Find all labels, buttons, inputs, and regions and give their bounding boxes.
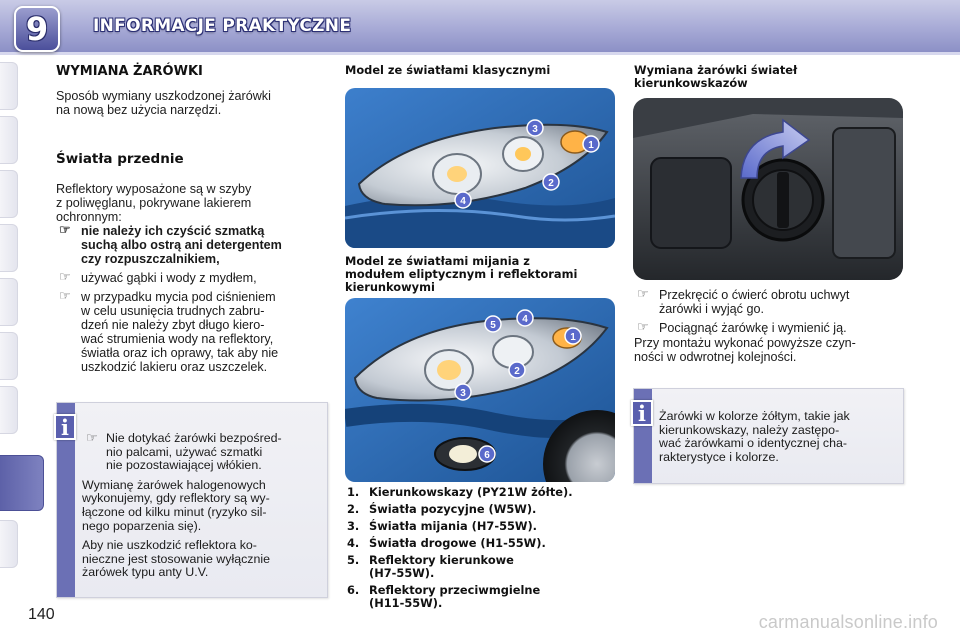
- bullet-item: [56, 290, 330, 374]
- info-line: Aby nie uszkodzić reflektora ko-: [82, 538, 257, 553]
- side-tab-5[interactable]: [0, 278, 18, 326]
- bullet-line: suchą albo ostrą ani detergentem: [81, 238, 282, 252]
- headlamp-photo-classic: [345, 88, 615, 248]
- bullet-line: nie należy ich czyścić szmatką: [81, 224, 265, 238]
- bullet-line: żarówki i wyjąć go.: [659, 302, 764, 316]
- right-heading: [634, 64, 797, 90]
- photo-label: 2: [514, 366, 520, 377]
- bulb-legend-list: [347, 486, 615, 614]
- side-tab-2[interactable]: [0, 116, 18, 164]
- info-box-text: [659, 410, 897, 464]
- photo-label: 5: [490, 320, 496, 331]
- photo-label: 3: [460, 388, 466, 399]
- chapter-number-badge: 9: [14, 6, 60, 52]
- info-line: kierunkowskazy, należy zastępo-: [659, 422, 840, 437]
- side-tab-6[interactable]: [0, 332, 18, 380]
- info-bullet: [82, 432, 320, 473]
- paragraph-line: ochronnym:: [56, 210, 122, 224]
- legend-item: [347, 554, 615, 580]
- legend-line: Światła mijania (H7-55W).: [369, 519, 538, 533]
- legend-item: [347, 503, 615, 516]
- legend-item: [347, 486, 615, 499]
- info-line: żarówek typu anty U.V.: [82, 565, 209, 580]
- bullet-line: dzeń nie należy zbyt długo kiero-: [81, 318, 265, 332]
- legend-item: [347, 584, 615, 610]
- pointing-hand-icon: ☞: [637, 319, 649, 334]
- subheading: Światła przednie: [56, 151, 184, 167]
- photo1-caption: Model ze światłami klasycznymi: [345, 63, 551, 77]
- legend-line: (H11-55W).: [369, 596, 443, 610]
- info-box-text: [82, 432, 320, 586]
- bullet-line: czy rozpuszczalnikiem,: [81, 252, 220, 266]
- caption-line: Model ze światłami mijania z: [345, 254, 530, 268]
- paragraph-line: z poliwęglanu, pokrywane lakierem: [56, 196, 252, 210]
- bullet-item: [634, 321, 904, 335]
- bullet-item: [634, 288, 904, 316]
- bullet-item: [56, 224, 330, 266]
- side-tab-active[interactable]: [0, 455, 44, 511]
- bullet-line: używać gąbki i wody z mydłem,: [81, 271, 257, 285]
- paragraph-line: Reflektory wyposażone są w szyby: [56, 182, 252, 196]
- photo-label: 1: [570, 332, 576, 343]
- legend-item: [347, 537, 615, 550]
- legend-number: 1.: [347, 485, 360, 499]
- bullet-line: uszkodzić lakieru oraz uszczelek.: [81, 360, 268, 374]
- info-line: wać żarówkami o identycznej cha-: [659, 436, 848, 451]
- info-line: nego poparzenia się).: [82, 518, 202, 533]
- info-line: Nie dotykać żarówki bezpośred-: [106, 431, 282, 445]
- side-tab-9[interactable]: [0, 520, 18, 568]
- pointing-hand-icon: ☞: [59, 288, 71, 303]
- photo-label: 2: [548, 178, 554, 189]
- legend-number: 4.: [347, 536, 360, 550]
- legend-line: Światła drogowe (H1-55W).: [369, 536, 546, 550]
- legend-line: (H7-55W).: [369, 566, 435, 580]
- pointing-hand-icon: ☞: [59, 269, 71, 284]
- photo2-caption: [345, 255, 577, 294]
- intro-line: na nową bez użycia narzędzi.: [56, 103, 222, 117]
- legend-number: 5.: [347, 553, 360, 567]
- legend-line: Reflektory kierunkowe: [369, 553, 514, 567]
- info-line: nie pozostawiającej włókien.: [106, 458, 262, 473]
- turn-signal-steps: [634, 288, 904, 340]
- paragraph-line: Przy montażu wykonać powyższe czyn-: [634, 336, 856, 350]
- heading-line: kierunkowskazów: [634, 76, 748, 90]
- bullet-line: w przypadku mycia pod ciśnieniem: [81, 290, 276, 304]
- legend-item: [347, 520, 615, 533]
- legend-line: Światła pozycyjne (W5W).: [369, 502, 537, 516]
- legend-number: 6.: [347, 583, 360, 597]
- info-line: nieczne jest stosowanie wyłącznie: [82, 551, 271, 566]
- reassembly-paragraph: [634, 336, 904, 364]
- side-tab-1[interactable]: [0, 62, 18, 110]
- bullet-item: [56, 271, 330, 285]
- info-paragraph: [82, 539, 320, 580]
- intro-line: Sposób wymiany uszkodzonej żarówki: [56, 89, 271, 103]
- turn-signal-photo: [633, 98, 903, 280]
- side-tab-7[interactable]: [0, 386, 18, 434]
- info-line: rakterystyce i kolorze.: [659, 449, 779, 464]
- heading-line: Wymiana żarówki świateł: [634, 63, 798, 77]
- caption-line: modułem eliptycznym i reflektorami: [345, 267, 578, 281]
- bullet-line: Pociągnąć żarówkę i wymienić ją.: [659, 321, 847, 335]
- photo-label: 6: [484, 450, 490, 461]
- legend-number: 2.: [347, 502, 360, 516]
- photo-label: 4: [522, 314, 528, 325]
- bullet-line: światła oraz ich oprawy, tak aby nie: [81, 346, 279, 360]
- info-icon: i: [54, 414, 76, 440]
- bullet-line: wać strumienia wody na reflektory,: [81, 332, 274, 346]
- pointing-hand-icon: ☞: [59, 222, 71, 237]
- photo-label: 4: [460, 196, 466, 207]
- photo-label: 3: [532, 124, 538, 135]
- bullet-line: Przekręcić o ćwierć obrotu uchwyt: [659, 288, 850, 302]
- legend-number: 3.: [347, 519, 360, 533]
- page-title: INFORMACJE PRAKTYCZNE: [93, 16, 352, 36]
- side-tab-4[interactable]: [0, 224, 18, 272]
- info-icon: i: [631, 400, 653, 426]
- caption-line: kierunkowymi: [345, 280, 435, 294]
- section-heading: WYMIANA ŻARÓWKI: [56, 64, 203, 79]
- info-line: nio palcami, używać szmatki: [106, 444, 263, 459]
- headlamp-photo-elliptical: [345, 298, 615, 482]
- legend-line: Kierunkowskazy (PY21W żółte).: [369, 485, 573, 499]
- bullet-line: w celu usunięcia trudnych zabru-: [81, 304, 265, 318]
- info-line: łączone od kilku minut (ryzyko sil-: [82, 504, 267, 519]
- intro-paragraph: [56, 89, 330, 117]
- info-line: wykonujemy, gdy reflektory są wy-: [82, 491, 270, 506]
- care-bullet-list: [56, 224, 330, 379]
- legend-line: Reflektory przeciwmgielne: [369, 583, 541, 597]
- watermark: carmanualsonline.info: [758, 612, 938, 632]
- info-line: Żarówki w kolorze żółtym, takie jak: [659, 409, 850, 423]
- info-paragraph: [82, 479, 320, 533]
- header-rule: [0, 52, 960, 55]
- info-line: Wymianę żarówek halogenowych: [82, 477, 266, 492]
- page-number: 140: [28, 606, 55, 623]
- pointing-hand-icon: ☞: [637, 286, 649, 301]
- headlamp-paragraph: [56, 182, 330, 224]
- paragraph-line: ności w odwrotnej kolejności.: [634, 350, 797, 364]
- pointing-hand-icon: ☞: [86, 430, 98, 445]
- photo-label: 1: [588, 140, 594, 151]
- side-tab-3[interactable]: [0, 170, 18, 218]
